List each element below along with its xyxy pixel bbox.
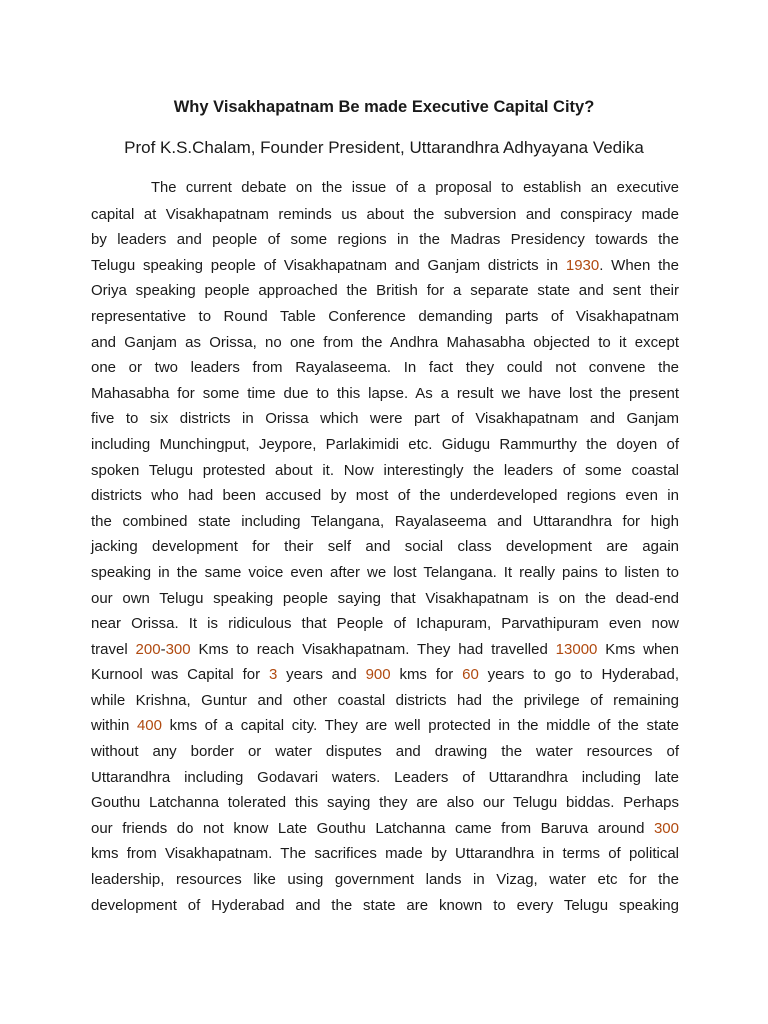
author-line: Prof K.S.Chalam, Founder President, Uttarandhra Adhyayana Vedika: [124, 138, 644, 157]
body-line: within 400 kms of a capital city. They are well protected in the middle of the state: [91, 717, 679, 735]
body-line: Gouthu Latchanna tolerated this saying they are also our Telugu biddas. Perhaps: [91, 794, 679, 812]
body-line: Telugu speaking people of Visakhapatnam and Ganjam districts in 1930. When the: [91, 256, 679, 274]
body-line: kms from Visakhapatnam. The sacrifices made by Uttarandhra in terms of political: [91, 845, 679, 863]
body-line: districts who had been accused by most of the underdeveloped regions even in: [91, 487, 679, 505]
body-line: Uttarandhra including Godavari waters. Leaders of Uttarandhra including late: [91, 768, 679, 786]
body-line: Oriya speaking people approached the British for a separate state and sent their: [91, 282, 679, 300]
body-line: development of Hyderabad and the state are known to every Telugu speaking: [91, 896, 679, 914]
body-line: leadership, resources like using government lands in Vizag, water etc for the: [91, 871, 679, 889]
body-line: our own Telugu speaking people saying that Visakhapatnam is on the dead-end: [91, 589, 679, 607]
body-line: by leaders and people of some regions in the Madras Presidency towards the: [91, 231, 679, 249]
body-line: one or two leaders from Rayalaseema. In fact they could not convene the: [91, 359, 679, 377]
body-line: jacking development for their self and social class development are again: [91, 538, 679, 556]
body-line: five to six districts in Orissa which were part of Visakhapatnam and Ganjam: [91, 410, 679, 428]
body-line: The current debate on the issue of a proposal to establish an executive: [151, 180, 679, 196]
body-line: speaking in the same voice even after we lost Telangana. It really pains to listen to: [91, 563, 679, 581]
body-line: and Ganjam as Orissa, no one from the Andhra Mahasabha objected to it except: [91, 333, 679, 351]
body-line: while Krishna, Guntur and other coastal districts had the privilege of remaining: [91, 691, 679, 709]
body-line: capital at Visakhapatnam reminds us about the subversion and conspiracy made: [91, 205, 679, 223]
body-line: Mahasabha for some time due to this lapse. As a result we have lost the present: [91, 384, 679, 402]
body-line: near Orissa. It is ridiculous that People of Ichapuram, Parvathipuram even now: [91, 615, 679, 633]
body-line: including Munchingput, Jeypore, Parlakimidi etc. Gidugu Rammurthy the doyen of: [91, 435, 679, 453]
body-line: our friends do not know Late Gouthu Latchanna came from Baruva around 300: [91, 819, 679, 837]
body-paragraph: [91, 176, 679, 918]
body-line: the combined state including Telangana, Rayalaseema and Uttarandhra for high: [91, 512, 679, 530]
body-line: spoken Telugu protested about it. Now interestingly the leaders of some coastal: [91, 461, 679, 479]
body-line: representative to Round Table Conference demanding parts of Visakhapatnam: [91, 307, 679, 325]
document-title: Why Visakhapatnam Be made Executive Capital City?: [173, 98, 595, 116]
body-line: Kurnool was Capital for 3 years and 900 kms for 60 years to go to Hyderabad,: [91, 666, 679, 684]
body-line: travel 200-300 Kms to reach Visakhapatnam. They had travelled 13000 Kms when: [91, 640, 679, 658]
body-line: without any border or water disputes and drawing the water resources of: [91, 743, 679, 761]
